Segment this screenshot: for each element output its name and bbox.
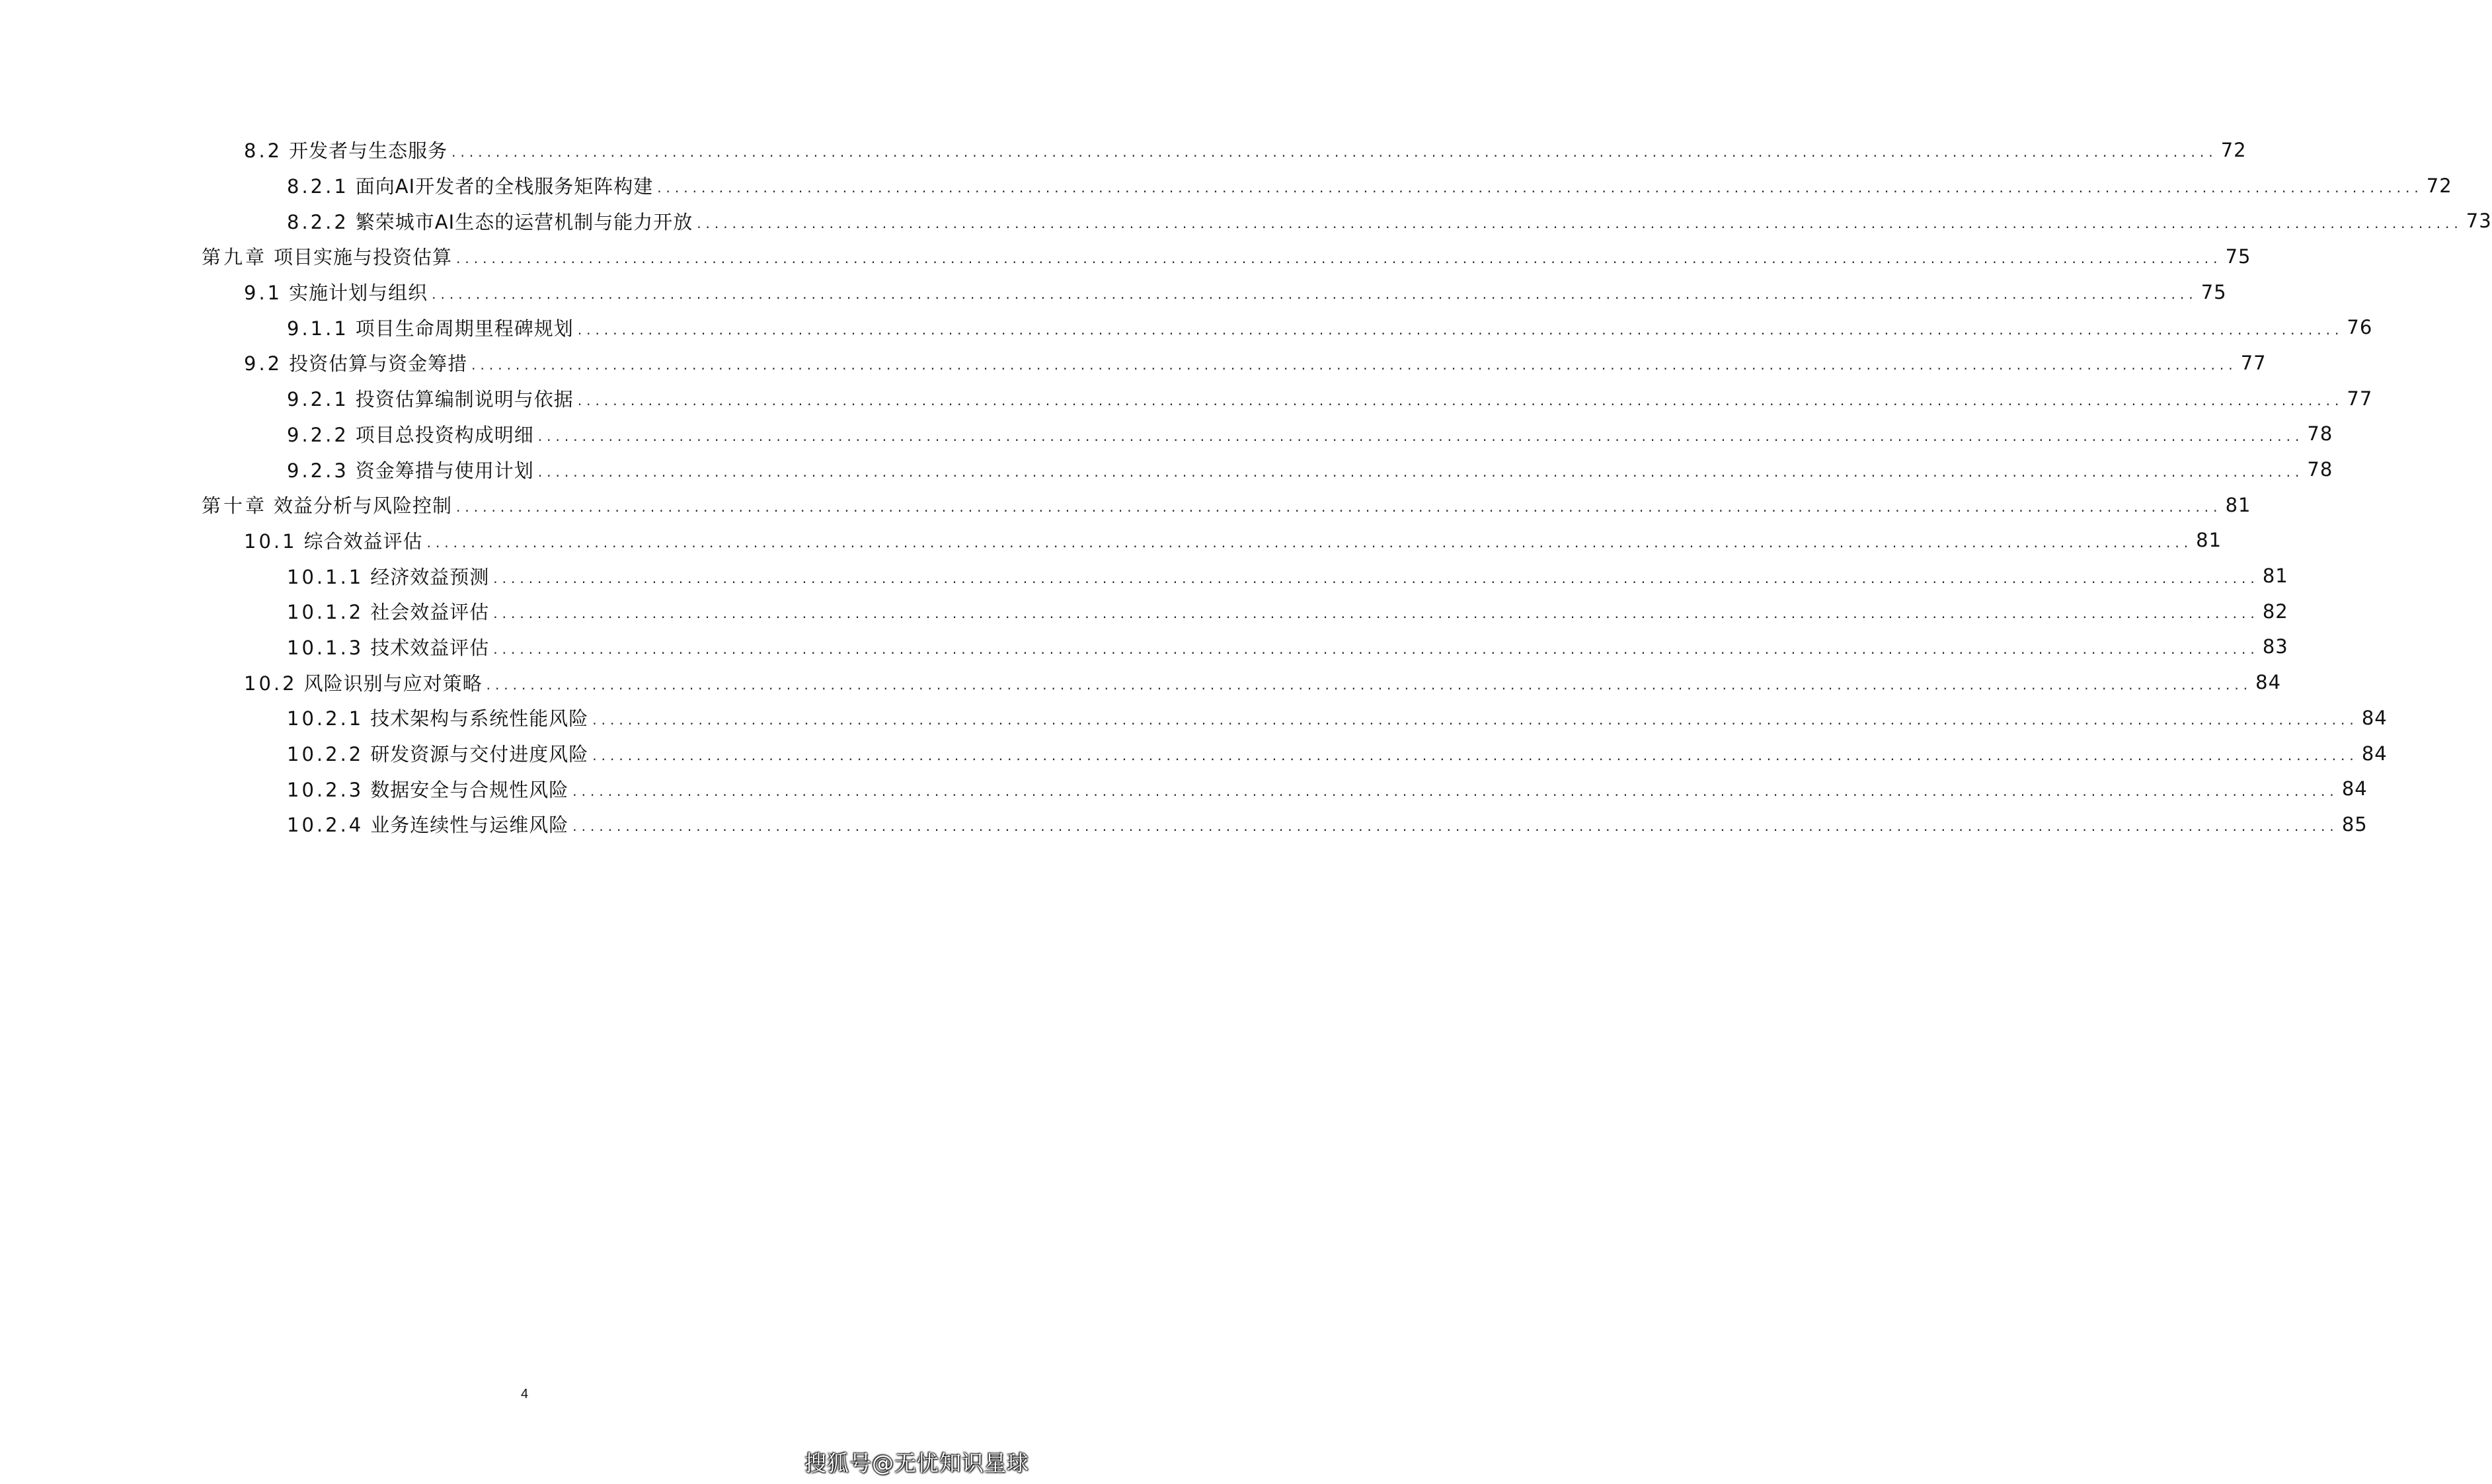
toc-dot-leader: ........................................................................................................................................................................................................ xyxy=(572,783,2339,799)
toc-entry[interactable] xyxy=(202,381,2373,416)
toc-entry[interactable] xyxy=(202,309,2373,345)
toc-dot-leader: ........................................................................................................................................................................................................ xyxy=(592,712,2358,728)
toc-entry-title: 实施计划与组织 xyxy=(289,282,428,305)
toc-entry-heading xyxy=(244,136,451,163)
toc-dot-leader: ........................................................................................................................................................................................................ xyxy=(493,570,2259,586)
toc-entry-heading xyxy=(287,775,572,802)
toc-entry-number: 第九章 xyxy=(202,246,268,269)
toc-entry-number: 10.2.1 xyxy=(287,707,364,730)
toc-entry-title: 风险识别与应对策略 xyxy=(303,672,483,695)
toc-entry-page: 84 xyxy=(2361,706,2388,729)
toc-entry-heading xyxy=(244,349,471,376)
toc-entry-number: 9.1 xyxy=(244,282,283,305)
toc-entry[interactable] xyxy=(202,664,2282,700)
toc-dot-leader: ........................................................................................................................................................................................................ xyxy=(493,641,2259,657)
toc-entry-title: 面向AI开发者的全栈服务矩阵构建 xyxy=(355,175,654,198)
toc-entry-heading xyxy=(287,172,657,199)
toc-entry[interactable] xyxy=(202,771,2368,806)
toc-dot-leader: ........................................................................................................................................................................................................ xyxy=(456,499,2222,516)
toc-entry-number: 8.2.1 xyxy=(287,175,349,198)
toc-dot-leader: ........................................................................................................................................................................................................ xyxy=(657,180,2423,196)
toc-dot-leader: ........................................................................................................................................................................................................ xyxy=(456,251,2222,267)
toc-entry-page: 81 xyxy=(2196,529,2222,552)
toc-entry-title: 繁荣城市AI生态的运营机制与能力开放 xyxy=(355,210,693,233)
toc-entry[interactable] xyxy=(202,700,2388,736)
toc-entry[interactable] xyxy=(202,274,2227,310)
toc-entry[interactable] xyxy=(202,736,2388,771)
toc-entry-page: 77 xyxy=(2240,351,2267,374)
toc-entry-number: 10.1.3 xyxy=(287,636,364,659)
toc-entry-heading xyxy=(202,243,456,270)
toc-entry-heading xyxy=(287,208,697,235)
toc-dot-leader: ........................................................................................................................................................................................................ xyxy=(577,321,2344,338)
toc-entry-number: 10.1.1 xyxy=(287,565,364,588)
toc-entry-page: 78 xyxy=(2307,422,2333,446)
toc-entry-page: 73 xyxy=(2466,210,2492,233)
toc-dot-leader: ........................................................................................................................................................................................................ xyxy=(493,605,2259,622)
toc-entry-number: 10.2.2 xyxy=(287,743,364,766)
toc-dot-leader: ........................................................................................................................................................................................................ xyxy=(537,428,2304,444)
toc-dot-leader: ........................................................................................................................................................................................................ xyxy=(486,676,2253,693)
toc-entry-heading xyxy=(244,669,487,696)
toc-entry-page: 84 xyxy=(2255,671,2282,694)
toc-dot-leader: ........................................................................................................................................................................................................ xyxy=(432,286,2198,303)
toc-entry-page: 82 xyxy=(2262,600,2288,623)
toc-dot-leader: ........................................................................................................................................................................................................ xyxy=(592,748,2358,764)
toc-entry-heading xyxy=(287,633,493,660)
toc-entry-heading xyxy=(287,314,578,341)
toc-entry-number: 9.2.1 xyxy=(287,388,349,411)
toc-entry-page: 85 xyxy=(2341,812,2368,836)
toc-entry-title: 技术效益评估 xyxy=(370,636,490,659)
toc-entry-title: 效益分析与风险控制 xyxy=(274,494,453,518)
toc-dot-leader: ........................................................................................................................................................................................................ xyxy=(426,534,2193,551)
toc-entry-title: 投资估算编制说明与依据 xyxy=(355,388,574,411)
toc-entry-number: 9.2.2 xyxy=(287,423,349,446)
toc-entry[interactable] xyxy=(202,203,2492,239)
toc-entry-title: 研发资源与交付进度风险 xyxy=(370,743,589,766)
toc-entry-title: 资金筹措与使用计划 xyxy=(355,459,534,482)
toc-entry-heading xyxy=(287,740,592,767)
toc-entry-page: 84 xyxy=(2361,742,2388,765)
toc-entry-page: 72 xyxy=(2220,138,2247,161)
toc-dot-leader: ........................................................................................................................................................................................................ xyxy=(471,357,2238,373)
toc-entry[interactable] xyxy=(202,523,2222,559)
toc-entry-number: 8.2 xyxy=(244,139,283,163)
toc-entry[interactable] xyxy=(202,806,2368,842)
toc-entry-title: 开发者与生态服务 xyxy=(289,139,448,163)
toc-entry-title: 业务连续性与运维风险 xyxy=(370,814,569,837)
toc-dot-leader: ........................................................................................................................................................................................................ xyxy=(451,144,2218,161)
toc-entry-heading xyxy=(244,527,427,554)
toc-entry-page: 78 xyxy=(2307,458,2333,481)
toc-entry-page: 81 xyxy=(2262,565,2288,588)
toc-entry-number: 9.2 xyxy=(244,352,283,375)
toc-entry-heading xyxy=(287,598,493,625)
toc-entry-heading xyxy=(287,704,592,731)
toc-entry-title: 项目实施与投资估算 xyxy=(274,246,453,269)
toc-entry[interactable] xyxy=(202,451,2333,487)
toc-entry[interactable] xyxy=(202,239,2251,274)
toc-entry[interactable] xyxy=(202,132,2247,168)
toc-entry-number: 8.2.2 xyxy=(287,210,349,233)
toc-entry-number: 10.1 xyxy=(244,529,297,553)
table-of-contents xyxy=(202,132,2492,842)
toc-entry-heading xyxy=(287,456,538,483)
toc-entry-page: 83 xyxy=(2262,635,2288,658)
toc-entry[interactable] xyxy=(202,345,2267,381)
toc-entry-number: 第十章 xyxy=(202,494,268,518)
toc-entry-number: 10.2 xyxy=(244,672,297,695)
toc-entry-heading xyxy=(244,278,432,305)
toc-entry-title: 项目生命周期里程碑规划 xyxy=(355,317,574,340)
toc-entry-heading xyxy=(287,420,538,448)
toc-entry-number: 9.2.3 xyxy=(287,459,349,482)
toc-entry-title: 投资估算与资金筹措 xyxy=(289,352,468,375)
toc-entry-heading xyxy=(287,563,493,590)
toc-entry-page: 81 xyxy=(2225,493,2251,516)
toc-dot-leader: ........................................................................................................................................................................................................ xyxy=(572,818,2339,835)
toc-dot-leader: ........................................................................................................................................................................................................ xyxy=(697,215,2463,231)
page-number: 4 xyxy=(520,1387,529,1401)
toc-entry[interactable] xyxy=(202,558,2288,594)
toc-entry-page: 76 xyxy=(2347,316,2373,339)
toc-entry-page: 77 xyxy=(2347,387,2373,410)
toc-entry-heading xyxy=(287,810,572,838)
toc-dot-leader: ........................................................................................................................................................................................................ xyxy=(577,393,2344,409)
toc-entry-page: 84 xyxy=(2341,777,2368,801)
toc-entry-title: 项目总投资构成明细 xyxy=(355,423,534,446)
toc-entry-heading xyxy=(202,491,456,518)
toc-entry-title: 经济效益预测 xyxy=(370,565,490,588)
toc-entry-title: 数据安全与合规性风险 xyxy=(370,778,569,801)
toc-entry[interactable] xyxy=(202,416,2333,452)
toc-entry[interactable] xyxy=(202,168,2452,204)
toc-entry-number: 10.2.3 xyxy=(287,778,364,801)
toc-entry-page: 75 xyxy=(2225,245,2251,268)
toc-entry-page: 72 xyxy=(2426,174,2452,197)
toc-entry-page: 75 xyxy=(2200,280,2227,303)
toc-entry[interactable] xyxy=(202,487,2251,523)
toc-entry[interactable] xyxy=(202,629,2288,665)
watermark: 搜狐号@无忧知识星球 xyxy=(804,1450,1029,1476)
toc-dot-leader: ........................................................................................................................................................................................................ xyxy=(537,463,2304,480)
toc-entry-title: 综合效益评估 xyxy=(303,529,423,553)
toc-entry-number: 9.1.1 xyxy=(287,317,349,340)
toc-entry-title: 社会效益评估 xyxy=(370,601,490,624)
toc-entry[interactable] xyxy=(202,594,2288,629)
toc-entry-number: 10.2.4 xyxy=(287,814,364,837)
toc-entry-title: 技术架构与系统性能风险 xyxy=(370,707,589,730)
toc-entry-number: 10.1.2 xyxy=(287,601,364,624)
toc-entry-heading xyxy=(287,385,578,412)
